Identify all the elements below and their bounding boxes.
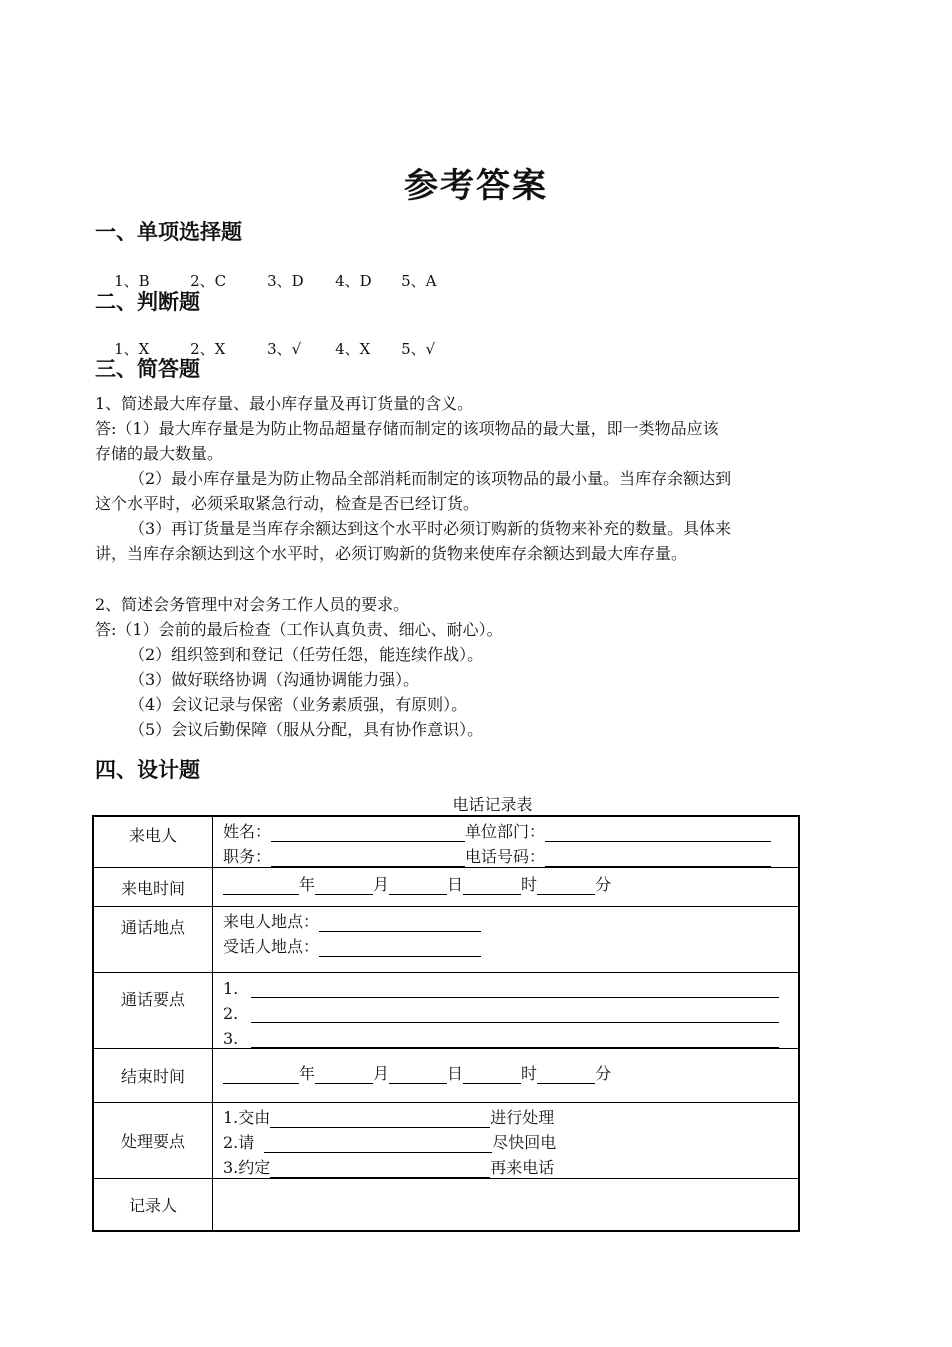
blank-line xyxy=(251,979,779,998)
answer-line: （5）会议后勤保障（服从分配，具有协作意识）。 xyxy=(129,720,484,739)
answer-line: （3）再订货量是当库存余额达到这个水平时必须订购新的货物来补充的数量。具体来 xyxy=(129,519,732,538)
blank-line xyxy=(389,1065,447,1084)
row-content xyxy=(213,907,798,972)
answer-line: 答:（1）会前的最后检查（工作认真负责、细心、耐心）。 xyxy=(95,620,503,639)
unit-label: 年 xyxy=(299,875,316,894)
blank-line xyxy=(463,876,521,895)
blank-line xyxy=(271,823,465,842)
table-row xyxy=(94,972,798,1048)
section-heading-design: 四、设计题 xyxy=(95,758,200,782)
handle-text: 进行处理 xyxy=(490,1108,555,1127)
answer-line: 这个水平时，必须采取紧急行动，检查是否已经订货。 xyxy=(95,494,480,513)
row-label: 通话要点 xyxy=(94,973,213,1048)
row-content xyxy=(213,1049,798,1102)
row-label: 通话地点 xyxy=(94,907,213,972)
choice-answer: 3、D xyxy=(267,272,304,290)
row-content xyxy=(213,973,798,1048)
blank-line xyxy=(251,1004,779,1023)
choice-answer: 5、A xyxy=(401,272,437,290)
table-row xyxy=(94,1102,798,1178)
blank-line xyxy=(319,938,481,957)
blank-line xyxy=(389,876,447,895)
unit-label: 日 xyxy=(447,1064,464,1083)
blank-line xyxy=(270,1109,490,1128)
answer-line: （4）会议记录与保密（业务素质强，有原则）。 xyxy=(129,695,468,714)
judge-answer: 4、X xyxy=(335,340,371,358)
field-label: 受话人地点： xyxy=(223,937,320,956)
field-label: 职务： xyxy=(223,847,272,866)
choice-answer: 4、D xyxy=(335,272,372,290)
blank-line xyxy=(271,848,465,867)
blank-line xyxy=(264,1134,492,1153)
handle-text: 3.约定 xyxy=(223,1158,271,1177)
field-label: 电话号码： xyxy=(465,847,546,866)
point-number: 1. xyxy=(223,979,239,998)
answer-line: （3）做好联络协调（沟通协调能力强）。 xyxy=(129,670,420,689)
field-label: 姓名： xyxy=(223,822,272,841)
judge-answer: 5、√ xyxy=(401,340,436,358)
phone-record-table xyxy=(92,815,800,1232)
point-number: 3. xyxy=(223,1029,239,1048)
handle-text: 再来电话 xyxy=(490,1158,555,1177)
point-number: 2. xyxy=(223,1004,239,1023)
table-row xyxy=(94,867,798,906)
field-label: 单位部门： xyxy=(465,822,546,841)
choice-answer: 2、C xyxy=(190,272,227,290)
section-heading-short-answer: 三、简答题 xyxy=(95,357,200,381)
judge-answer: 1、X xyxy=(114,340,150,358)
unit-label: 年 xyxy=(299,1064,316,1083)
blank-line xyxy=(223,1065,299,1084)
table-caption: 电话记录表 xyxy=(452,795,533,814)
row-content xyxy=(213,1179,798,1230)
row-label: 来电时间 xyxy=(94,868,213,906)
judge-answer: 3、√ xyxy=(267,340,302,358)
page-title: 参考答案 xyxy=(404,166,548,206)
blank-line xyxy=(270,1159,490,1178)
blank-line xyxy=(463,1065,521,1084)
unit-label: 分 xyxy=(595,875,612,894)
handle-text: 2.请 xyxy=(223,1133,255,1152)
unit-label: 时 xyxy=(521,1064,538,1083)
handle-text: 1.交由 xyxy=(223,1108,271,1127)
judge-answer: 2、X xyxy=(190,340,226,358)
row-content xyxy=(213,817,798,867)
answer-line: 讲，当库存余额达到这个水平时，必须订购新的货物来使库存余额达到最大库存量。 xyxy=(95,544,688,563)
table-row xyxy=(94,906,798,972)
blank-line xyxy=(315,876,373,895)
row-label: 记录人 xyxy=(94,1179,213,1230)
blank-line xyxy=(537,1065,595,1084)
blank-line xyxy=(223,876,299,895)
section-heading-judge: 二、判断题 xyxy=(95,290,200,314)
unit-label: 月 xyxy=(373,1064,390,1083)
field-label: 来电人地点： xyxy=(223,912,320,931)
row-label: 结束时间 xyxy=(94,1049,213,1102)
row-label: 处理要点 xyxy=(94,1103,213,1178)
table-row xyxy=(94,817,798,867)
blank-line xyxy=(315,1065,373,1084)
question-text: 2、简述会务管理中对会务工作人员的要求。 xyxy=(95,595,410,614)
table-row xyxy=(94,1048,798,1102)
row-content xyxy=(213,1103,798,1178)
unit-label: 时 xyxy=(521,875,538,894)
unit-label: 日 xyxy=(447,875,464,894)
question-text: 1、简述最大库存量、最小库存量及再订货量的含义。 xyxy=(95,394,474,413)
short-answer-q2 xyxy=(95,592,855,742)
table-row xyxy=(94,1178,798,1230)
blank-line xyxy=(545,848,771,867)
unit-label: 分 xyxy=(595,1064,612,1083)
answer-line: 答:（1）最大库存量是为防止物品超量存储而制定的该项物品的最大量，即一类物品应该 xyxy=(95,419,719,438)
blank-line xyxy=(545,823,771,842)
row-label: 来电人 xyxy=(94,817,213,867)
blank-line xyxy=(537,876,595,895)
choice-answer: 1、B xyxy=(114,272,150,290)
blank-line xyxy=(319,913,481,932)
answer-line: 存储的最大数量。 xyxy=(95,444,224,463)
answer-line: （2）组织签到和登记（任劳任怨，能连续作战）。 xyxy=(129,645,484,664)
unit-label: 月 xyxy=(373,875,390,894)
short-answer-q1 xyxy=(95,391,855,566)
answer-line: （2）最小库存量是为防止物品全部消耗而制定的该项物品的最小量。当库存余额达到 xyxy=(129,469,732,488)
row-content xyxy=(213,868,798,906)
blank-line xyxy=(251,1029,779,1048)
handle-text: 尽快回电 xyxy=(492,1133,557,1152)
section-heading-choice: 一、单项选择题 xyxy=(95,220,242,244)
